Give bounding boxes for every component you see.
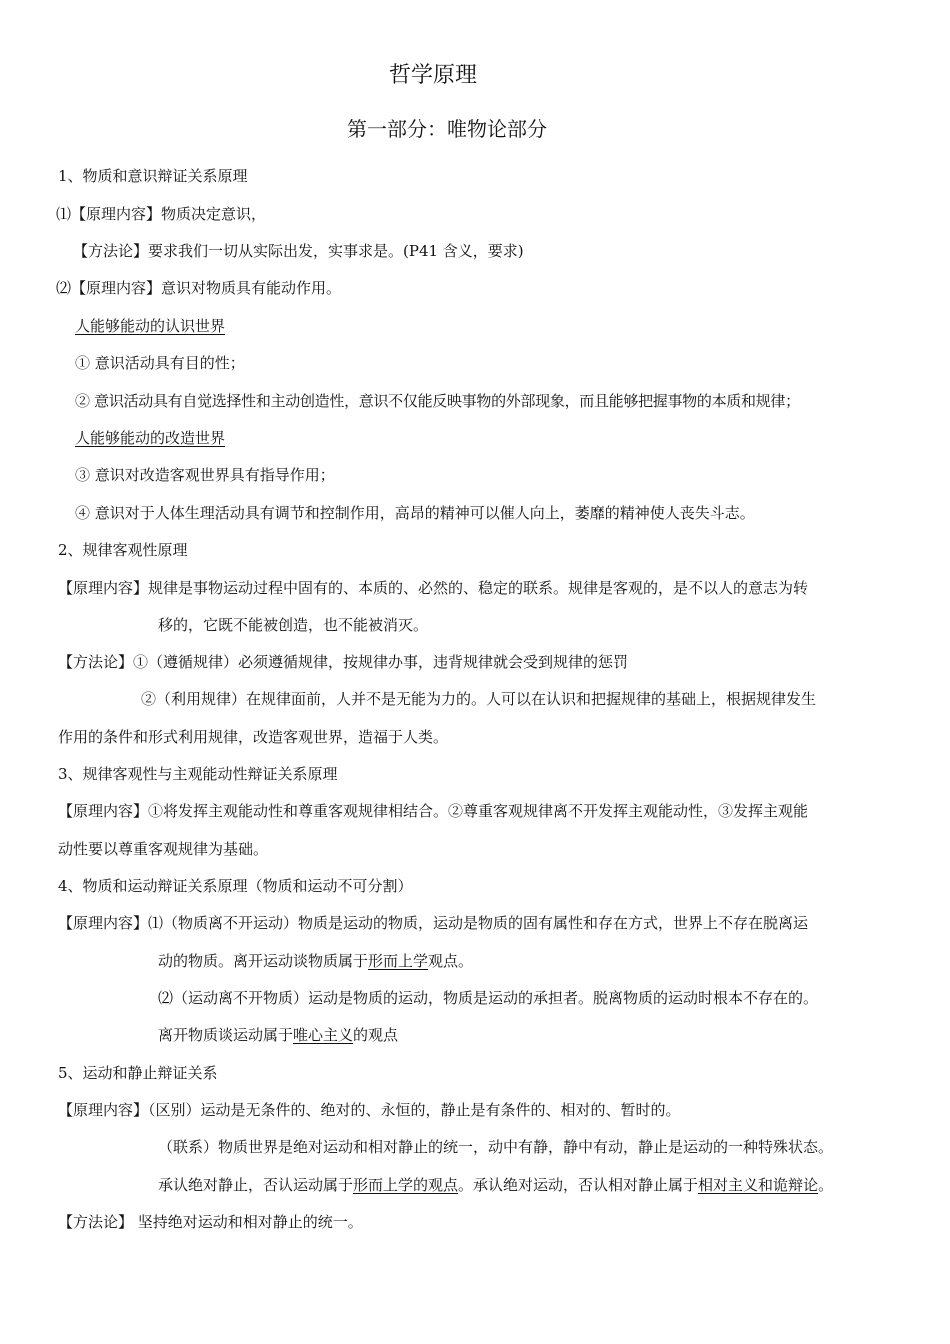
- s3-content-line-2: 动性要以尊重客观规律为基础。: [58, 840, 269, 858]
- section-3-heading: 3、规律客观性与主观能动性辩证关系原理: [58, 765, 338, 783]
- s4-content-line-3: ⑵（运动离不开物质）运动是物质的运动，物质是运动的承担者。脱离物质的运动时根本不存在的。: [158, 989, 819, 1007]
- s2-method-line-1: 【方法论】①（遵循规律）必须遵循规律，按规律办事，违背规律就会受到规律的惩罚: [58, 653, 629, 671]
- section-4-heading: 4、物质和运动辩证关系原理（物质和运动不可分割）: [58, 877, 413, 895]
- s4-content-line-4: [158, 1025, 398, 1045]
- s3-content-line-1: 【原理内容】①将发挥主观能动性和尊重客观规律相结合。②尊重客观规律离不开发挥主观能动性，③发挥主观能: [58, 802, 809, 820]
- s5-line-3-text-pre: 承认绝对静止，否认运动属于: [158, 1176, 354, 1194]
- s1-principle-2: ⑵【原理内容】意识对物质具有能动作用。: [56, 279, 342, 297]
- s1-methodology-1: 【方法论】要求我们一切从实际出发，实事求是。(P41 含义，要求): [73, 242, 524, 260]
- section-1-heading: 1、物质和意识辩证关系原理: [58, 167, 248, 185]
- s4-content-line-2: [158, 951, 473, 971]
- s1-item-1: ① 意识活动具有目的性；: [75, 354, 245, 372]
- s1-change-world-title: 人能够能动的改造世界: [75, 429, 226, 447]
- s1-item-3: ③ 意识对改造客观世界具有指导作用；: [75, 466, 335, 484]
- s5-content-line-2: （联系）物质世界是绝对运动和相对静止的统一，动中有静，静中有动，静止是运动的一种特殊状态。: [158, 1138, 834, 1156]
- s5-content-line-1: 【原理内容】（区别）运动是无条件的、绝对的、永恒的，静止是有条件的、相对的、暂时的。: [58, 1101, 681, 1119]
- s5-methodology: 【方法论】 坚持绝对运动和相对静止的统一。: [58, 1213, 363, 1231]
- term-metaphysics-view: 形而上学的观点: [353, 1176, 459, 1194]
- s2-method-line-2: ②（利用规律）在规律面前，人并不是无能为力的。人可以在认识和把握规律的基础上，根据规律发生: [141, 690, 817, 708]
- section-5-heading: 5、运动和静止辩证关系: [58, 1064, 218, 1082]
- section-2-heading: 2、规律客观性原理: [58, 541, 188, 559]
- term-metaphysics: 形而上学: [368, 952, 429, 970]
- s1-item-2: ② 意识活动具有自觉选择性和主动创造性，意识不仅能反映事物的外部现象，而且能够把握事物的本质和规律；: [75, 392, 800, 410]
- s4-line-4-text-pre: 离开物质谈运动属于: [158, 1026, 294, 1044]
- s4-line-2-text-pre: 动的物质。离开运动谈物质属于: [158, 952, 369, 970]
- s5-content-line-3: [158, 1175, 833, 1195]
- s1-item-4: ④ 意识对于人体生理活动具有调节和控制作用，高昂的精神可以催人向上，萎靡的精神使人丧失斗志。: [75, 504, 755, 522]
- term-relativism-sophistry: 相对主义和诡辩论: [698, 1176, 819, 1194]
- s2-method-line-3: 作用的条件和形式利用规律，改造客观世界，造福于人类。: [58, 728, 449, 746]
- page-subtitle: 第一部分：唯物论部分: [347, 117, 547, 141]
- term-idealism: 唯心主义: [293, 1026, 354, 1044]
- s2-content-line-2: 移的，它既不能被创造，也不能被消灭。: [158, 616, 429, 634]
- s2-content-line-1: 【原理内容】规律是事物运动过程中固有的、本质的、必然的、稳定的联系。规律是客观的，是不以人的意志为转: [58, 579, 809, 597]
- s4-line-4-text-post: 的观点: [353, 1026, 399, 1044]
- page-title: 哲学原理: [389, 63, 478, 88]
- s5-line-3-text-mid: 。承认绝对运动，否认相对静止属于: [458, 1176, 699, 1194]
- s4-content-line-1: 【原理内容】⑴（物质离不开运动）物质是运动的物质，运动是物质的固有属性和存在方式，世界上不存在脱离运: [58, 914, 809, 932]
- s1-know-world-title: 人能够能动的认识世界: [75, 317, 226, 335]
- s5-line-3-text-post: 。: [818, 1176, 834, 1194]
- s1-principle-1: ⑴【原理内容】物质决定意识，: [56, 205, 267, 223]
- s4-line-2-text-post: 观点。: [428, 952, 474, 970]
